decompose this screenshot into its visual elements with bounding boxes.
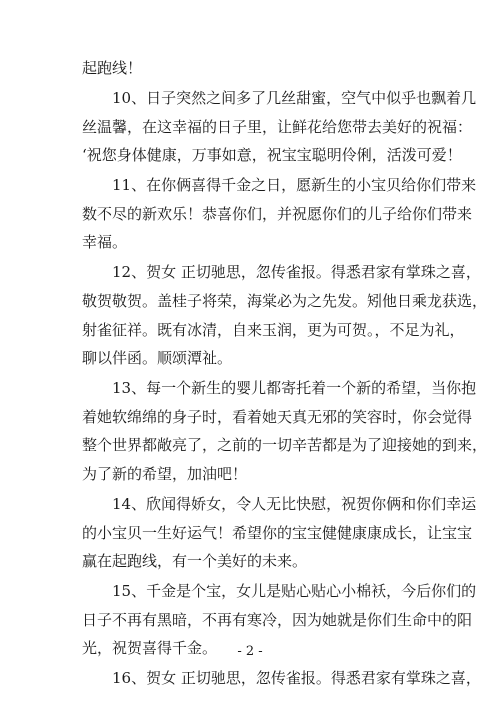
item-15-line-2: 日子不再有黑暗，不再有寒冷，因为她就是你们生命中的阳: [82, 611, 473, 629]
item-11-line-1: 11、在你俩喜得千金之日，愿新生的小宝贝给你们带来: [112, 176, 477, 194]
page-number: - 2 -: [237, 644, 263, 659]
item-15-line-3: 光，祝贺喜得千金。: [82, 639, 218, 657]
item-12-line-4: 聊以伴函。顺颂潭祉。: [82, 349, 233, 367]
item-10-line-3: ‘祝您身体健康，万事如意，祝宝宝聪明伶俐，活泼可爱！: [82, 146, 462, 164]
item-10-line-2: 丝温馨，在这幸福的日子里，让鲜花给您带去美好的祝福：: [82, 118, 473, 136]
item-13-line-4: 为了新的希望，加油吧！: [82, 465, 248, 483]
item-11-line-2: 数不尽的新欢乐！恭喜你们，并祝愿你们的儿子给你们带来: [82, 205, 473, 223]
item-13-line-3: 整个世界都敞亮了，之前的一切辛苦都是为了迎接她的到来，: [82, 436, 488, 454]
item-14-line-2: 的小宝贝一生好运气！希望你的宝宝健健康康成长，让宝宝: [82, 524, 473, 542]
item-14-line-1: 14、欣闻得娇女，令人无比快慰，祝贺你俩和你们幸运: [112, 495, 477, 513]
item-10-line-1: 10、日子突然之间多了几丝甜蜜，空气中似乎也飘着几: [112, 89, 477, 107]
paragraph-continuation-line: 起跑线！: [82, 59, 143, 77]
item-12-line-3: 射雀征祥。既有冰清，自来玉润，更为可贺。，不足为礼，: [82, 321, 465, 339]
item-14-line-3: 赢在起跑线，有一个美好的未来。: [82, 552, 308, 570]
item-11-line-3: 幸福。: [82, 233, 128, 251]
item-12-line-2: 敬贺敬贺。盖桂子将荣，海棠必为之先发。矧他日乘龙获选，: [82, 292, 488, 310]
item-12-line-1: 12、贺女 正切驰思，忽传雀报。得悉君家有掌珠之喜，: [112, 263, 481, 281]
item-13-line-1: 13、每一个新生的婴儿都寄托着一个新的希望，当你抱: [112, 379, 477, 397]
item-15-line-1: 15、千金是个宝，女儿是贴心贴心小棉袄，今后你们的: [112, 582, 477, 600]
item-16-line-1: 16、贺女 正切驰思，忽传雀报。得悉君家有掌珠之喜，: [112, 669, 481, 687]
item-13-line-2: 着她软绵绵的身子时，看着她天真无邪的笑容时，你会觉得: [82, 408, 473, 426]
